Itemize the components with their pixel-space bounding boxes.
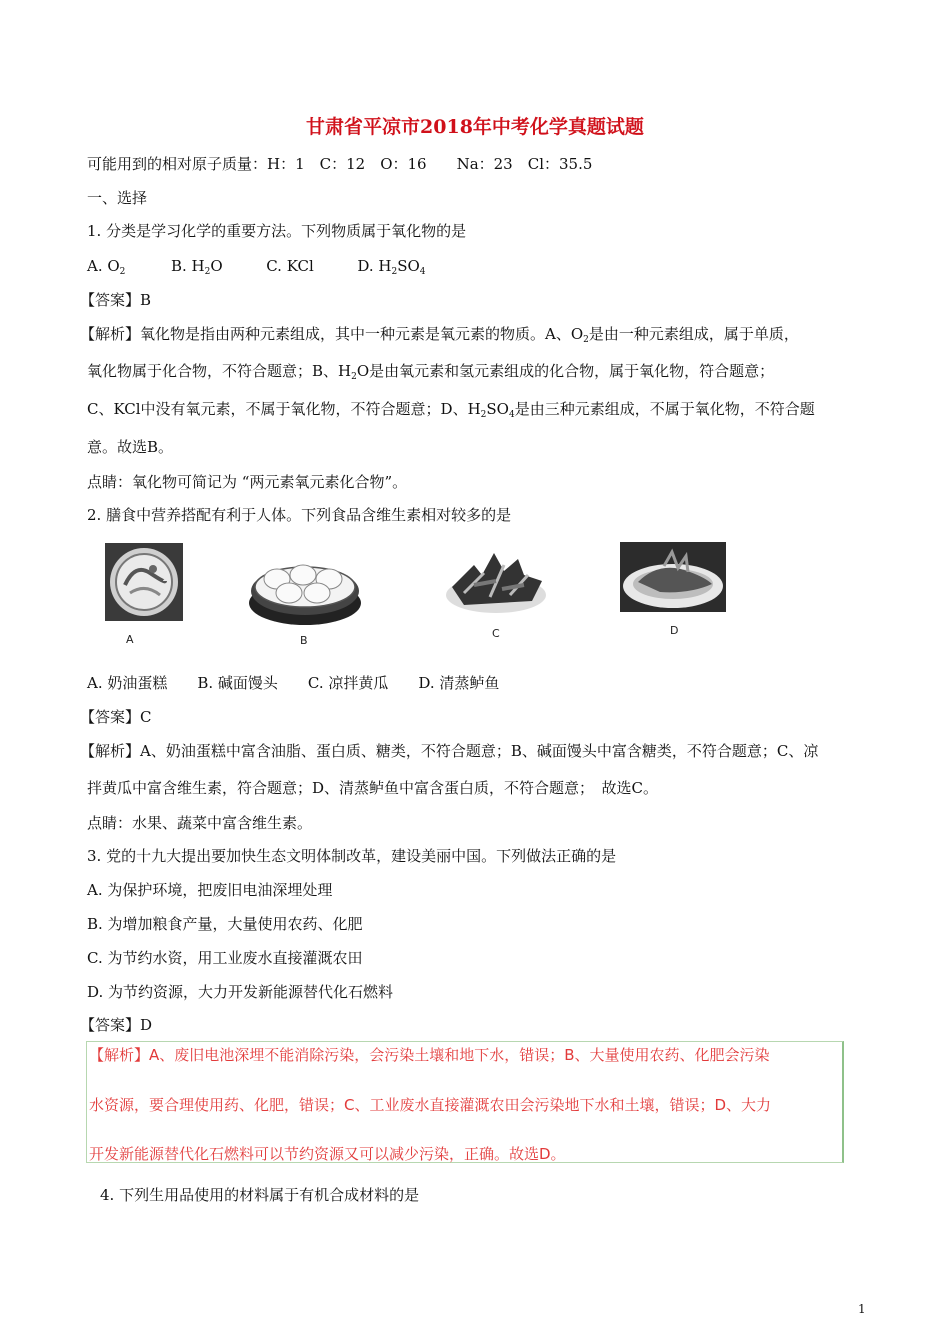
q2-answer: 【答案】C: [80, 708, 152, 726]
q3-explanation-3: 开发新能源替代化石燃料可以节约资源又可以减少污染，正确。故选D。: [89, 1145, 566, 1163]
atomic-mass-line: 可能用到的相对原子质量：H：1 C：12 O：16 Na：23 Cl：35.5: [87, 155, 593, 173]
food-label-a: A: [126, 633, 134, 646]
q2-tip: 点睛：水果、蔬菜中富含维生素。: [87, 814, 313, 832]
q2-explanation-1: 【解析】A、奶油蛋糕中富含油脂、蛋白质、糖类，不符合题意；B、碱面馒头中富含糖类，不符合题意；C、凉: [80, 742, 819, 760]
q1-options: [87, 255, 426, 283]
q1-explanation-3: C、KCl中没有氧元素，不属于氧化物，不符合题意；D、$H_2SO_4$是由三种元素组成，不属于氧化物，不符合题: [87, 400, 815, 420]
q1-answer: 【答案】B: [80, 291, 152, 309]
page-title: 甘肃省平凉市2018年中考化学真题试题: [306, 116, 644, 138]
q1-option-a: A. $O_2$: [87, 257, 126, 277]
q2-stem: 2. 膳食中营养搭配有利于人体。下列食品含维生素相对较多的是: [87, 506, 512, 524]
q3-option-d: D. 为节约资源，大力开发新能源替代化石燃料: [87, 983, 394, 1001]
q3-answer: 【答案】D: [80, 1016, 153, 1034]
q3-stem: 3. 党的十九大提出要加快生态文明体制改革，建设美丽中国。下列做法正确的是: [87, 847, 617, 865]
q1-explanation-4: 意。故选B。: [87, 438, 174, 456]
q3-explanation-1: 【解析】A、废旧电池深埋不能消除污染，会污染土壤和地下水，错误；B、大量使用农药、化肥会污染: [89, 1046, 770, 1064]
q1-explanation-2: 氧化物属于化合物，不符合题意；B、$H_2O$是由氧元素和氢元素组成的化合物，属于氧化物，符合题意；: [87, 362, 775, 382]
food-label-d: D: [670, 624, 679, 637]
food-label-b: B: [300, 634, 308, 647]
q3-option-a: A. 为保护环境，把废旧电油深埋处理: [87, 881, 333, 899]
food-image-cucumber-salad: [444, 545, 548, 615]
q1-tip: 点睛：氧化物可简记为 “两元素氧元素化合物”。: [87, 473, 408, 491]
q2-explanation-2: 拌黄瓜中富含维生素，符合题意；D、清蒸鲈鱼中富含蛋白质，不符合题意； 故选C。: [87, 779, 659, 797]
section-heading: 一、选择: [87, 189, 148, 207]
q1-explanation-1: 【解析】氧化物是指由两种元素组成，其中一种元素是氧元素的物质。A、$O_2$是由一种元素组成，属于单质，: [80, 325, 799, 345]
q1-stem: 1. 分类是学习化学的重要方法。下列物质属于氧化物的是: [87, 222, 467, 240]
food-image-steamed-buns: [247, 545, 363, 627]
food-image-cake: [105, 543, 183, 621]
food-label-c: C: [492, 627, 500, 640]
q1-option-d: D. $H_2SO_4$: [357, 257, 426, 277]
food-image-steamed-fish: [620, 542, 726, 612]
q3-option-b: B. 为增加粮食产量，大量使用农药、化肥: [87, 915, 363, 933]
q3-option-c: C. 为节约水资，用工业废水直接灌溉农田: [87, 949, 363, 967]
q2-options: A. 奶油蛋糕 B. 碱面馒头 C. 凉拌黄瓜 D. 清蒸鲈鱼: [87, 674, 500, 692]
q3-explanation-2: 水资源，要合理使用药、化肥，错误；C、工业废水直接灌溉农田会污染地下水和土壤，错误；D、大力: [89, 1096, 772, 1114]
q1-option-c: C. KCl: [266, 257, 314, 275]
q4-stem: 4. 下列生用品使用的材料属于有机合成材料的是: [100, 1186, 420, 1204]
page-number: 1: [858, 1302, 866, 1316]
q1-option-b: B. $H_2O$: [170, 257, 223, 277]
